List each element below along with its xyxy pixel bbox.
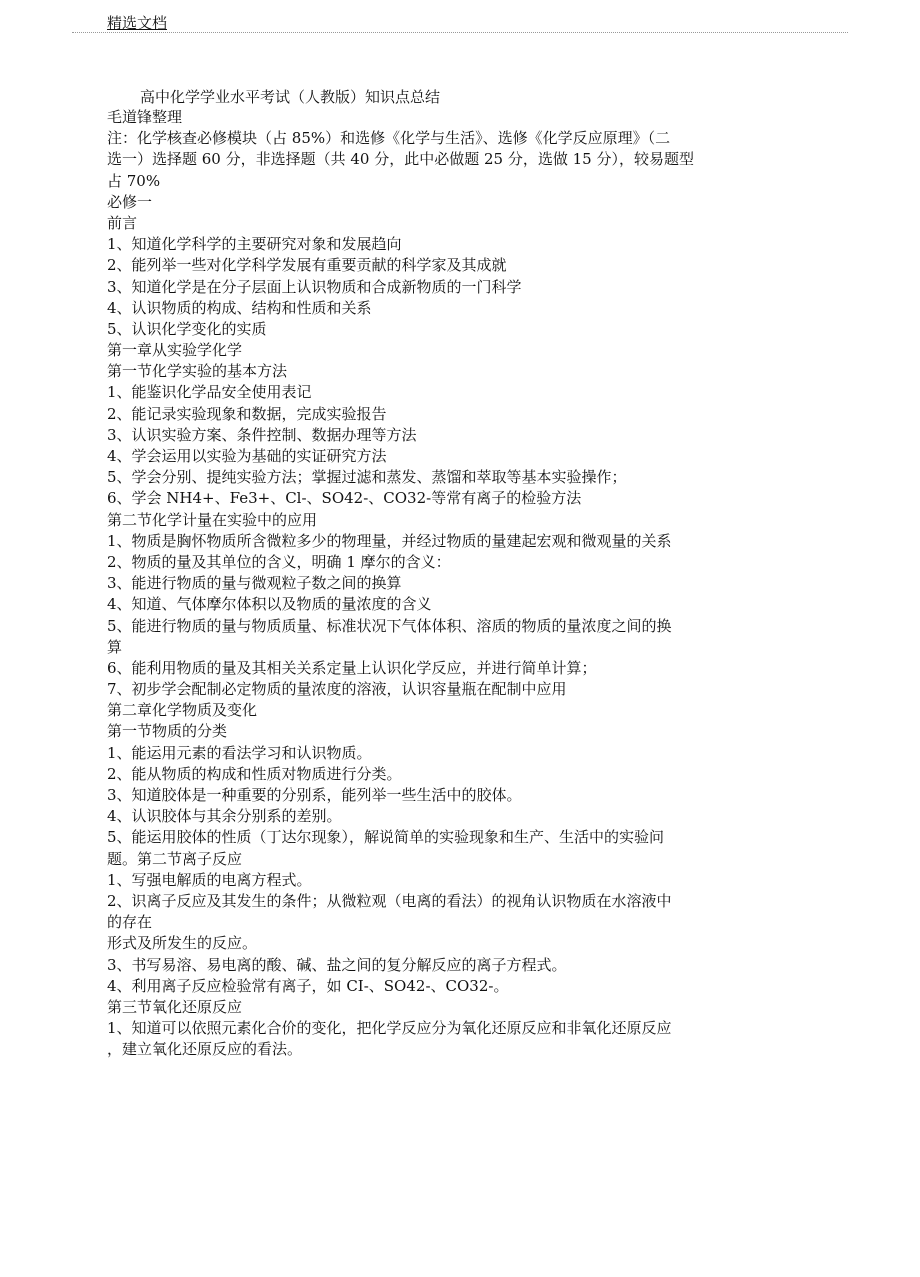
page-header-label: 精选文档 (107, 14, 168, 32)
text-line: 1、能运用元素的看法学习和认识物质。 (107, 743, 372, 762)
text-line: 的存在 (107, 913, 153, 932)
text-line: 3、知道化学是在分子层面上认识物质和合成新物质的一门科学 (107, 277, 522, 296)
text-line: 毛道锋整理 (107, 108, 183, 126)
text-line: 第一节化学实验的基本方法 (107, 362, 288, 381)
text-line: 第一章从实验学化学 (107, 341, 243, 360)
text-line: 3、认识实验方案、条件控制、数据办理等方法 (107, 425, 417, 444)
text-line: 1、能鉴识化学品安全使用表记 (107, 383, 312, 402)
text-line: 3、能进行物质的量与微观粒子数之间的换算 (107, 574, 402, 593)
document-title: 高中化学学业水平考试（人教版）知识点总结 (140, 88, 441, 106)
text-line: 5、能运用胶体的性质（丁达尔现象），解说简单的实验现象和生产、生活中的实验问 (107, 828, 665, 847)
text-line: 第二节化学计量在实验中的应用 (107, 510, 318, 529)
text-line: 算 (107, 637, 123, 656)
text-line: 第一节物质的分类 (107, 722, 228, 741)
text-line: 6、能利用物质的量及其相关关系定量上认识化学反应，并进行简单计算； (107, 658, 597, 677)
text-line: 2、能列举一些对化学科学发展有重要贡献的科学家及其成就 (107, 256, 507, 275)
text-line: 1、知道可以依照元素化合价的变化，把化学反应分为氧化还原反应和非氧化还原反应 (107, 1019, 672, 1038)
text-line: 7、初步学会配制必定物质的量浓度的溶液，认识容量瓶在配制中应用 (107, 680, 567, 699)
text-line: 必修一 (107, 192, 153, 211)
text-line: 第二章化学物质及变化 (107, 701, 258, 720)
text-line: ，建立氧化还原反应的看法。 (107, 1040, 303, 1059)
text-line: 选一）选择题 60 分，非选择题（共 40 分，此中必做题 25 分，选做 15 分），较易题型 (107, 150, 694, 169)
text-line: 2、能记录实验现象和数据，完成实验报告 (107, 404, 387, 423)
text-line: 1、物质是胸怀物质所含微粒多少的物理量，并经过物质的量建起宏观和微观量的关系 (107, 531, 672, 550)
text-line: 5、认识化学变化的实质 (107, 319, 267, 338)
text-line: 5、学会分别、提纯实验方法；掌握过滤和蒸发、蒸馏和萃取等基本实验操作； (107, 468, 627, 487)
text-line: 形式及所发生的反应。 (107, 934, 258, 953)
header-divider (72, 32, 848, 33)
text-line: 前言 (107, 213, 138, 232)
text-line: 1、知道化学科学的主要研究对象和发展趋向 (107, 235, 402, 254)
text-line: 注：化学核查必修模块（占 85%）和选修《化学与生活》、选修《化学反应原理》（二 (107, 129, 671, 148)
text-line: 4、利用离子反应检验常有离子，如 CI-、SO42-、CO32-。 (107, 976, 509, 995)
text-line: 2、能从物质的构成和性质对物质进行分类。 (107, 764, 402, 783)
text-line: 题。第二节离子反应 (107, 849, 243, 868)
text-line: 3、书写易溶、易电离的酸、碱、盐之间的复分解反应的离子方程式。 (107, 955, 567, 974)
text-line: 占 70% (107, 171, 161, 190)
text-line: 6、学会 NH4+、Fe3+、Cl-、SO42-、CO32-等常有离子的检验方法 (107, 489, 582, 508)
text-line: 4、认识胶体与其余分别系的差别。 (107, 807, 342, 826)
text-line: 3、知道胶体是一种重要的分别系，能列举一些生活中的胶体。 (107, 786, 522, 804)
text-line: 5、能进行物质的量与物质质量、标准状况下气体体积、溶质的物质的量浓度之间的换 (107, 616, 672, 635)
text-line: 4、认识物质的构成、结构和性质和关系 (107, 298, 372, 317)
document-body (107, 107, 737, 1060)
text-line: 2、识离子反应及其发生的条件；从微粒观（电离的看法）的视角认识物质在水溶液中 (107, 891, 672, 910)
text-line: 2、物质的量及其单位的含义，明确 1 摩尔的含义： (107, 552, 451, 571)
text-line: 4、学会运用以实验为基础的实证研究方法 (107, 447, 387, 465)
text-line: 4、知道、气体摩尔体积以及物质的量浓度的含义 (107, 595, 432, 614)
text-line: 1、写强电解质的电离方程式。 (107, 870, 312, 889)
text-line: 第三节氧化还原反应 (107, 997, 243, 1016)
